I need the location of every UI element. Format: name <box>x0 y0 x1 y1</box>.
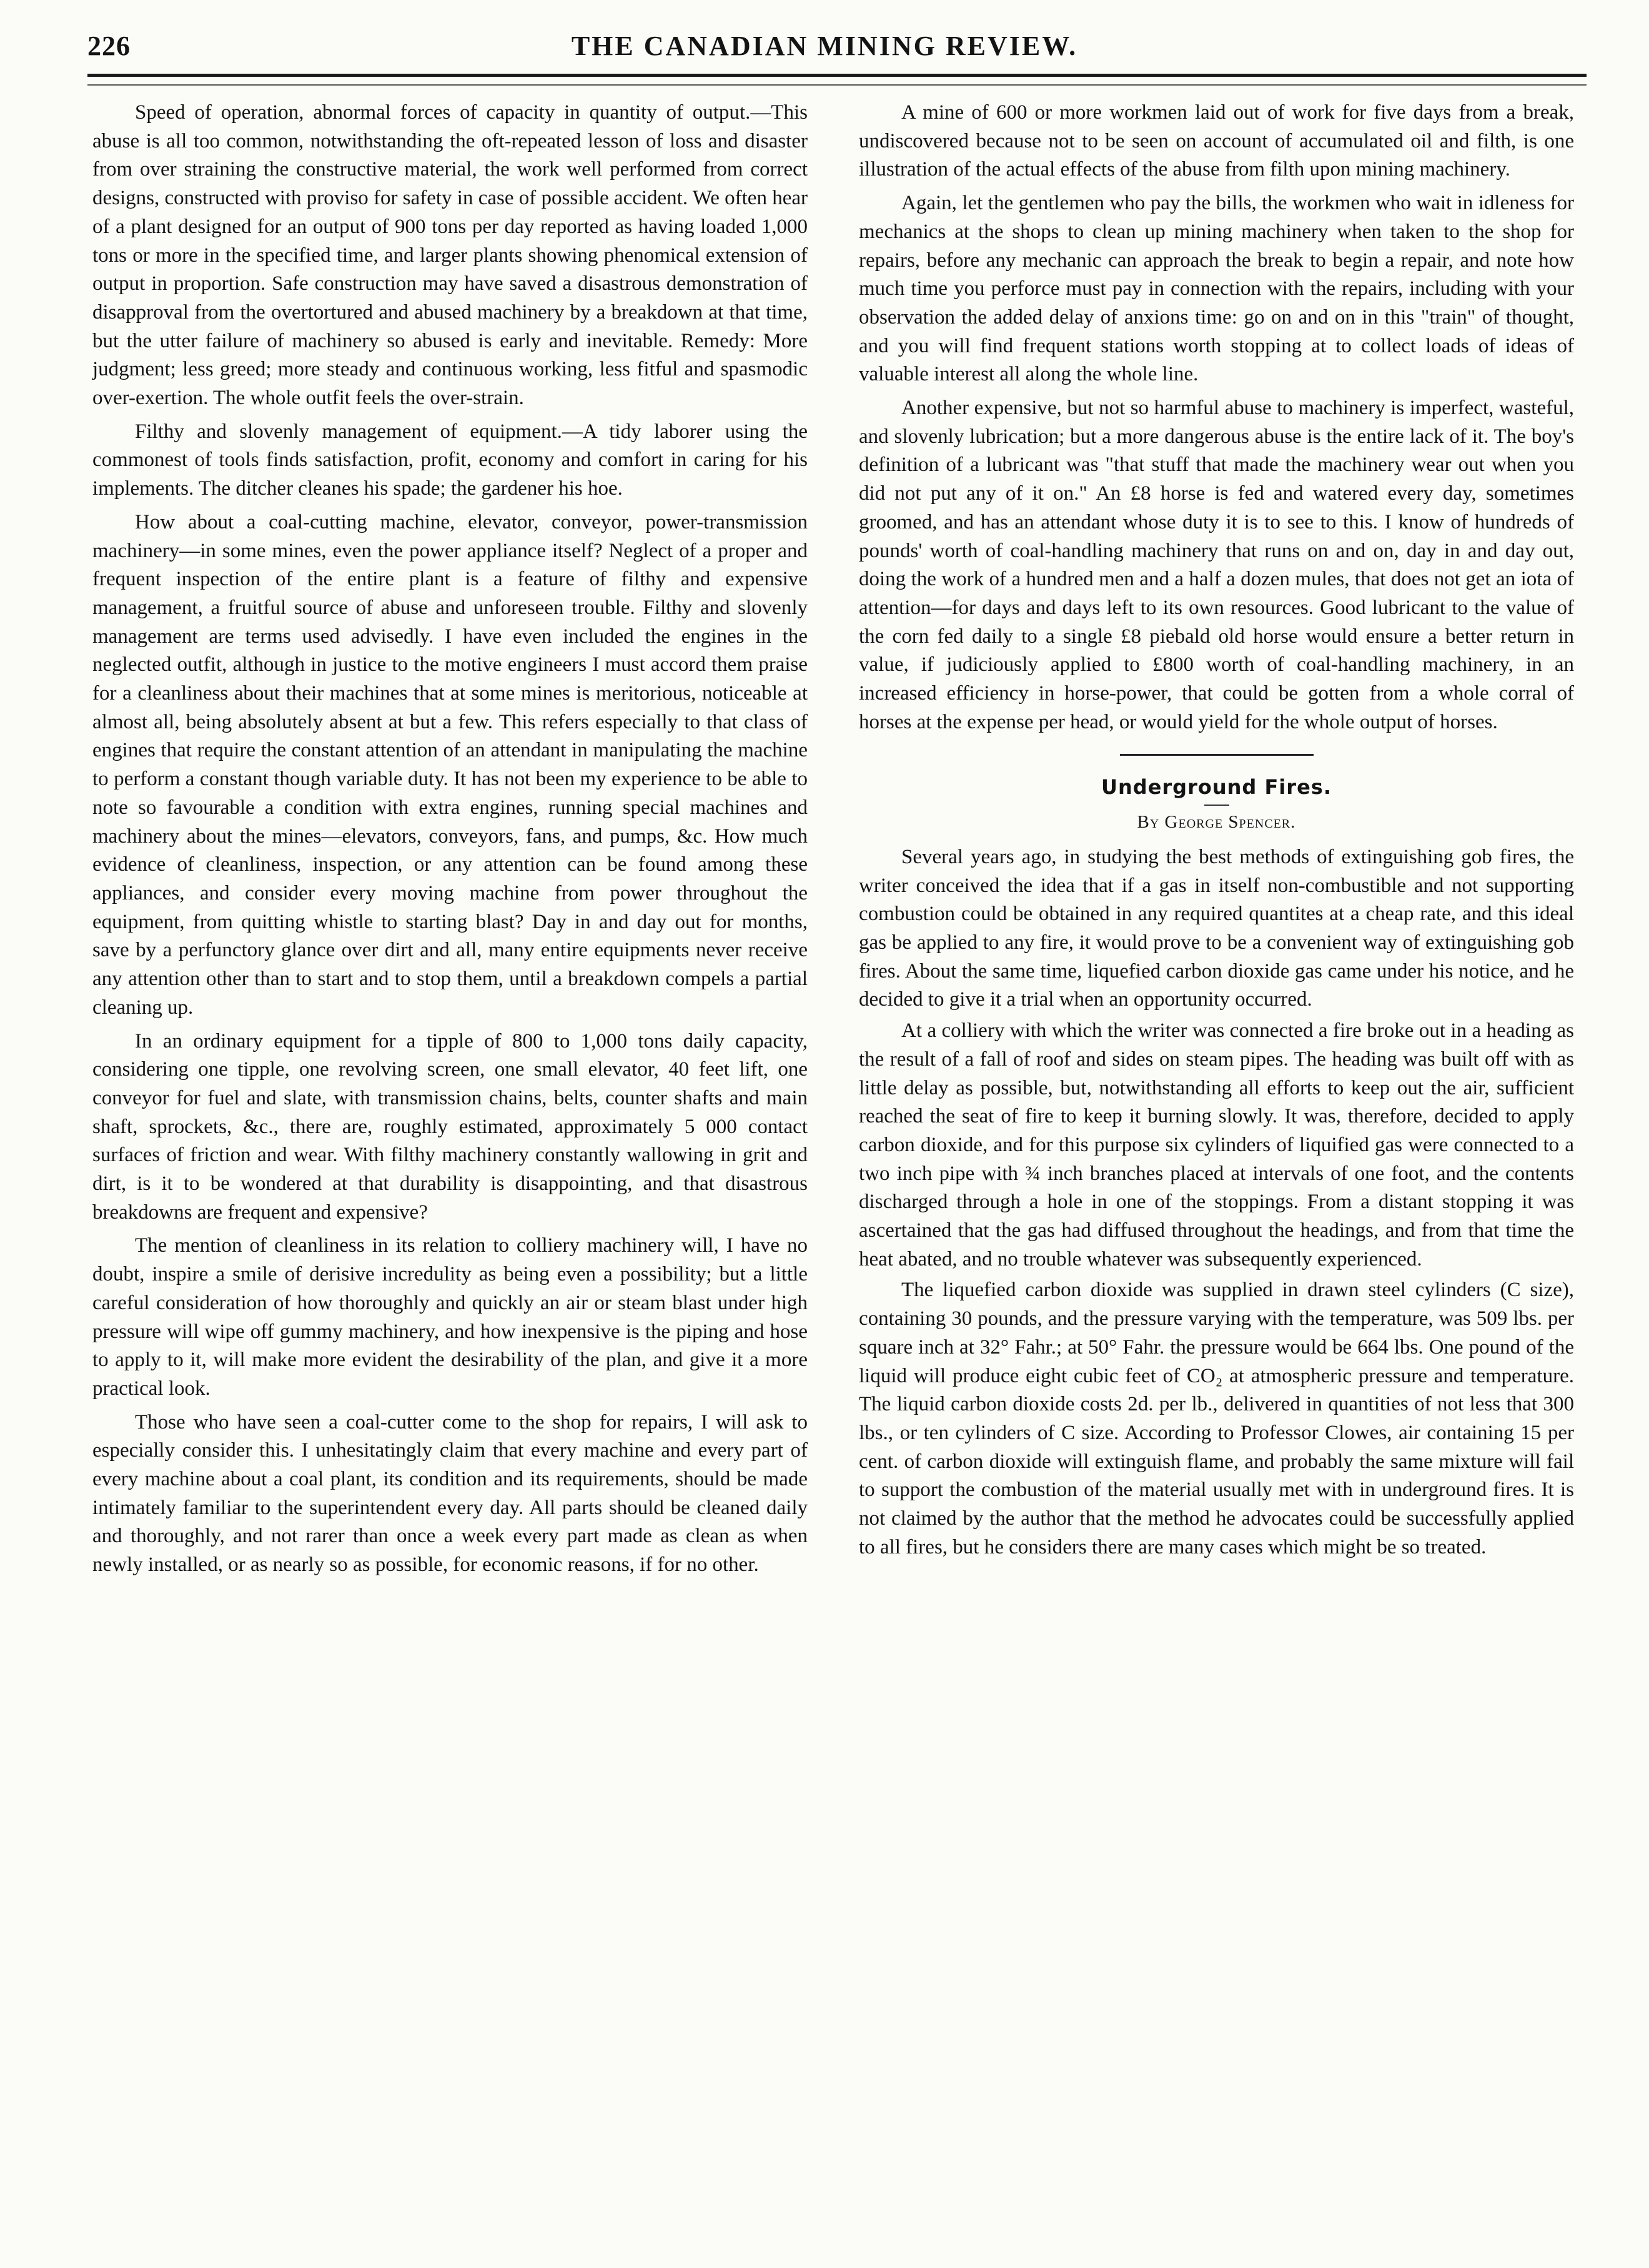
page-number: 226 <box>87 31 131 61</box>
paragraph: Those who have seen a coal-cutter come to the shop for repairs, I will ask to especially consider this. I unhesitatingly claim that every machine and every part of every machine about a coal plant, its condition and its requirements, should be made intimately familiar to the superintendent every day. All parts should be cleaned daily and thoroughly, and not rarer than once a week every part made as clean as when newly installed, or as nearly so as possible, for economic reasons, if for no other. <box>92 1410 808 1577</box>
article-title: Underground Fires. <box>1101 775 1332 800</box>
paragraph: Another expensive, but not so harmful abuse to machinery is imperfect, wasteful, and slovenly lubrication; but a more dangerous abuse is the entire lack of it. The boy's definition of a lubricant was "that stuff that made the machinery wear out when you did not put any of it on." An £8 horse is fed and watered every day, sometimes groomed, and has an attendant whose duty it is to see to this. I know of hundreds of pounds' worth of coal-handling machinery that runs on and on, day in and day out, doing the work of a hundred men and a half a dozen mules, that does not get an iota of attention—for days and days left to its own resources. Good lubricant to the value of the corn fed daily to a single £8 piebald old horse would ensure a better return in value, if judiciously applied to £800 worth of coal-handling machinery, in an increased efficiency in horse-power, that could be gotten from a whole corral of horses at the expense per head, or would yield for the whole output of horses. <box>859 397 1574 733</box>
header-rule-thick <box>87 74 1587 77</box>
paragraph: At a colliery with which the writer was connected a fire broke out in a heading as the result of a fall of roof and sides on steam pipes. The heading was built off with as little delay as possible, but, notwithstanding all efforts to keep out the air, sufficient reached the seat of fire to keep it burning slowly. It was, therefore, decided to apply carbon dioxide, and for this purpose six cylinders of liquified gas were connected to a two inch pipe with ¾ inch branches placed at intervals of one foot, and the contents discharged through a hole in one of the stoppings. From a distant stopping it was ascertained that the gas had diffused throughout the headings, and from that time the heat abated, and no trouble whatever was subsequently experienced. <box>859 1019 1574 1270</box>
paragraph: Again, let the gentlemen who pay the bills, the workmen who wait in idleness for mechanics at the shops to clean up mining machinery when taken to the shop for repairs, before any mechanic can approach the break to begin a repair, and note how much time you perforce must pay in connection with the repairs, including with your observation the added delay of anxions time: go on and on in this "train" of thought, and you will find frequent stations worth stopping at to collect loads of ideas of valuable interest all along the whole line. <box>859 192 1574 386</box>
section-divider <box>1120 754 1314 756</box>
paragraph: Several years ago, in studying the best methods of extinguishing gob fires, the writer conceived the idea that if a gas in itself non-combustible and not supporting combustion could be obtained in any required quantites at a cheap rate, and this ideal gas be applied to any fire, it would prove to be a convenient way of extinguishing gob fires. About the same time, liquefied carbon dioxide gas came under his notice, and he decided to give it a trial when an opportunity occurred. <box>859 845 1574 1011</box>
left-column <box>92 99 808 1585</box>
paragraph: Speed of operation, abnormal forces of capacity in quantity of output.—This abuse is all too common, notwithstanding the oft-repeated lesson of loss and disaster from over straining the constructive material, the work well performed from correct designs, constructed with proviso for safety in case of possible accident. We often hear of a plant designed for an output of 900 tons per day reported as having loaded 1,000 tons or more in the specified time, and larger plants showing phenomical extension of output in proportion. Safe construction may have saved a disastrous demonstration of disapproval from the overtortured and abused machinery by a breakdown at that time, but the utter failure of machinery so abused is early and inevitable. Remedy: More judgment; less greed; more steady and continuous working, less fitful and spasmodic over-exertion. The whole outfit feels the over-strain. <box>92 101 808 410</box>
paragraph: The mention of cleanliness in its relation to colliery machinery will, I have no doubt, inspire a smile of derisive incredulity as being even a possibility; but a little careful consideration of how thoroughly and quickly an air or steam blast under high pressure will wipe off gummy machinery, and how inexpensive is the piping and hose to apply to it, will make more evident the desirability of the plan, and give it a more practical look. <box>92 1234 808 1400</box>
header-rule-thin <box>87 84 1587 86</box>
article-byline: By George Spencer. <box>1137 812 1296 833</box>
paragraph: Filthy and slovenly management of equipment.—A tidy laborer using the commonest of tools finds satisfaction, profit, economy and comfort in caring for his implements. The ditcher cleanes his spade; the gardener his hoe. <box>92 420 808 500</box>
paragraph: A mine of 600 or more workmen laid out of work for five days from a break, undiscovered because not to be seen on account of accumulated oil and filth, is one illustration of the actual effects of the abuse from filth upon mining machinery. <box>859 101 1574 181</box>
title-rule <box>1204 805 1229 806</box>
journal-title: THE CANADIAN MINING REVIEW. <box>571 31 1078 61</box>
paragraph: The liquefied carbon dioxide was supplied in drawn steel cylinders (C size), containing 30 pounds, and the pressure varying with the temperature, was 509 lbs. per square inch at 32° Fahr.; at 50° Fahr. the pressure would be 664 lbs. One pound of the liquid will produce eight cubic feet of CO₂ at atmospheric pressure and temperature. The liquid carbon dioxide costs 2d. per lb., delivered in quantities of not less that 300 lbs., or ten cylinders of C size. According to Professor Clowes, air containing 15 per cent. of carbon dioxide will extinguish flame, and probably the same mixture will fail to support the combustion of the material usually met with in underground fires. It is not claimed by the author that the method he advocates could be successfully applied to all fires, but he considers there are many cases which might be so treated. <box>859 1279 1574 1558</box>
paragraph: How about a coal-cutting machine, elevator, conveyor, power-transmission machinery—in some mines, even the power appliance itself? Neglect of a proper and frequent inspection of the entire plant is a feature of filthy and expensive management, a fruitful source of abuse and unforeseen trouble. Filthy and slovenly management are terms used advisedly. I have even included the engines in the neglected outfit, although in justice to the motive engineers I must accord them praise for a cleanliness about their machines that at some mines is meritorious, noticeable at almost all, being absolutely absent at but a few. This refers especially to that class of engines that require the constant attention of an attendant in manipulating the machine to perform a constant though variable duty. It has not been my experience to be able to note so favourable a condition with extra engines, running special machines and machinery about the mines—elevators, conveyors, fans, and pumps, &c. How much evidence of cleanliness, inspection, or any attention can be found among these appliances, and consider every moving machine from power throughout the equipment, from quitting whistle to starting blast? Day in and day out for months, save by a perfunctory glance over dirt and all, many entire equipments never receive any attention other than to start and to stop them, until a breakdown compels a partial cleaning up. <box>92 510 808 1019</box>
page-header <box>87 30 1562 74</box>
right-column <box>859 99 1574 1564</box>
paragraph: In an ordinary equipment for a tipple of 800 to 1,000 tons daily capacity, considering one tipple, one revolving screen, one small elevator, 40 feet lift, one conveyor for fuel and slate, with transmission chains, belts, counter shafts and main shaft, sprockets, &c., there are, roughly estimated, approximately 5 000 contact surfaces of friction and wear. With filthy machinery constantly wallowing in grit and dirt, is it to be wondered at that durability is disappointing, and that disastrous breakdowns are frequent and expensive? <box>92 1029 808 1224</box>
